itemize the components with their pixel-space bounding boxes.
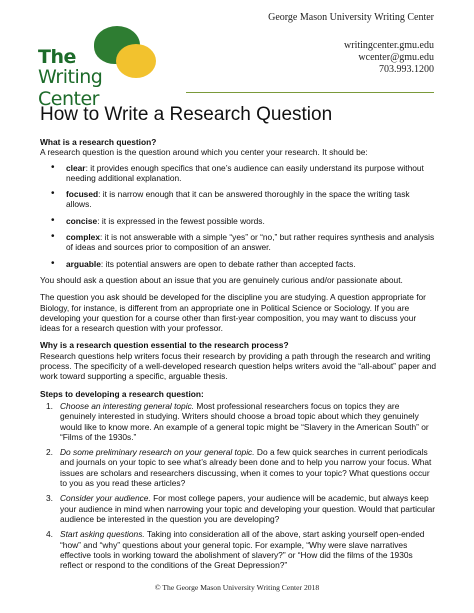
website-link[interactable]: writingcenter.gmu.edu bbox=[344, 40, 434, 51]
step-number: 4. bbox=[46, 529, 53, 540]
step-item bbox=[40, 493, 436, 524]
step-number: 2. bbox=[46, 447, 53, 458]
page-title: How to Write a Research Question bbox=[40, 104, 333, 125]
criteria-desc: : it is narrow enough that it can be answered thoroughly in the space the writing task allows. bbox=[66, 189, 410, 210]
step-text: Do a few quick searches in current periodicals and journals on your topic to see what’s already been done and to help you narrow your focus. What issues are scholars and researchers discussing, when it comes to your topic? What questions occur to you as you read these articles? bbox=[60, 447, 432, 489]
email-link[interactable]: wcenter@gmu.edu bbox=[358, 52, 434, 63]
step-text: Most professional researchers focus on topics they are genuinely interested in studying. Writers should choose a broad topic about which they genuinely would like to know more. An example of a general topic might be “Slavery in the American South” or “Films of the 1930s.” bbox=[60, 400, 429, 442]
criteria-list bbox=[40, 163, 436, 269]
criteria-term: arguable bbox=[66, 258, 101, 269]
criteria-item bbox=[40, 189, 436, 210]
what-heading: What is a research question? bbox=[40, 137, 157, 147]
copyright-footer: © The George Mason University Writing Center 2018 bbox=[154, 583, 320, 592]
criteria-term: concise bbox=[66, 215, 98, 226]
logo-text-line1: The bbox=[38, 46, 76, 68]
step-lead: Do some preliminary research on your general topic. bbox=[60, 447, 255, 458]
step-lead: Choose an interesting general topic. bbox=[60, 400, 195, 411]
step-item bbox=[40, 401, 436, 442]
contact-header bbox=[184, 12, 434, 76]
criteria-desc: : it provides enough specifics that one’s audience can easily understand its purpose without needing additional explanation. bbox=[66, 162, 424, 183]
why-paragraph: Research questions help writers focus their research by providing a path through the research and writing process. The specificity of a well-developed research question helps writers avoid the “all-about” paper and work toward supporting a specific, arguable thesis. bbox=[40, 350, 437, 382]
curiosity-paragraph: You should ask a question about an issue that you are genuinely curious and/or passionate about. bbox=[40, 274, 403, 285]
step-text: For most college papers, your audience will be academic, but always keep your audience in mind when narrowing your topic and developing your question. Would that particular audience be interested in the question you are developing? bbox=[60, 493, 436, 524]
steps-list bbox=[40, 401, 436, 570]
criteria-term: focused bbox=[66, 189, 99, 200]
logo-text-line2: Writing Center bbox=[38, 66, 103, 110]
step-number: 3. bbox=[46, 493, 53, 504]
org-name: George Mason University Writing Center bbox=[268, 12, 434, 23]
discipline-paragraph: The question you ask should be developed for the discipline you are studying. A question appropriate for Biology, for instance, is different from an appropriate one in Political Science or Sociology. If you are developing your question for a course other than first-year composition, you may want to discuss your ideas for a research question with your professor. bbox=[40, 292, 426, 334]
step-item bbox=[40, 447, 436, 488]
criteria-term: clear bbox=[66, 162, 86, 173]
step-number: 1. bbox=[46, 400, 53, 411]
why-heading: Why is a research question essential to the research process? bbox=[40, 340, 289, 351]
what-intro: A research question is the question around which you center your research. It should be: bbox=[40, 147, 368, 158]
steps-heading: Steps to developing a research question: bbox=[40, 388, 204, 399]
step-lead: Start asking questions. bbox=[60, 529, 145, 540]
header-divider bbox=[186, 92, 434, 93]
criteria-desc: : its potential answers are open to debate rather than accepted facts. bbox=[100, 258, 356, 269]
criteria-desc: : it is expressed in the fewest possible words. bbox=[97, 215, 265, 226]
criteria-term: complex bbox=[66, 232, 100, 243]
criteria-item bbox=[40, 259, 436, 269]
step-item bbox=[40, 529, 436, 570]
step-text: Taking into consideration all of the above, start asking yourself open-ended “how” and “why” questions about your general topic. For example, “Why were slave narratives effective tools in working toward the abolishment of slavery?” or “How did the films of the 1930s reflect or respond to the conditions of the Great Depression?” bbox=[60, 529, 425, 571]
criteria-desc: : it is not answerable with a simple “yes” or “no,” but rather requires synthesis and analysis of ideas and sources prior to composition of an answer. bbox=[66, 232, 435, 253]
writing-center-logo bbox=[36, 26, 166, 110]
phone-number: 703.993.1200 bbox=[379, 64, 434, 75]
step-lead: Consider your audience. bbox=[60, 493, 151, 504]
document-body bbox=[40, 137, 436, 575]
criteria-item bbox=[40, 163, 436, 184]
criteria-item bbox=[40, 216, 436, 226]
criteria-item bbox=[40, 232, 436, 253]
